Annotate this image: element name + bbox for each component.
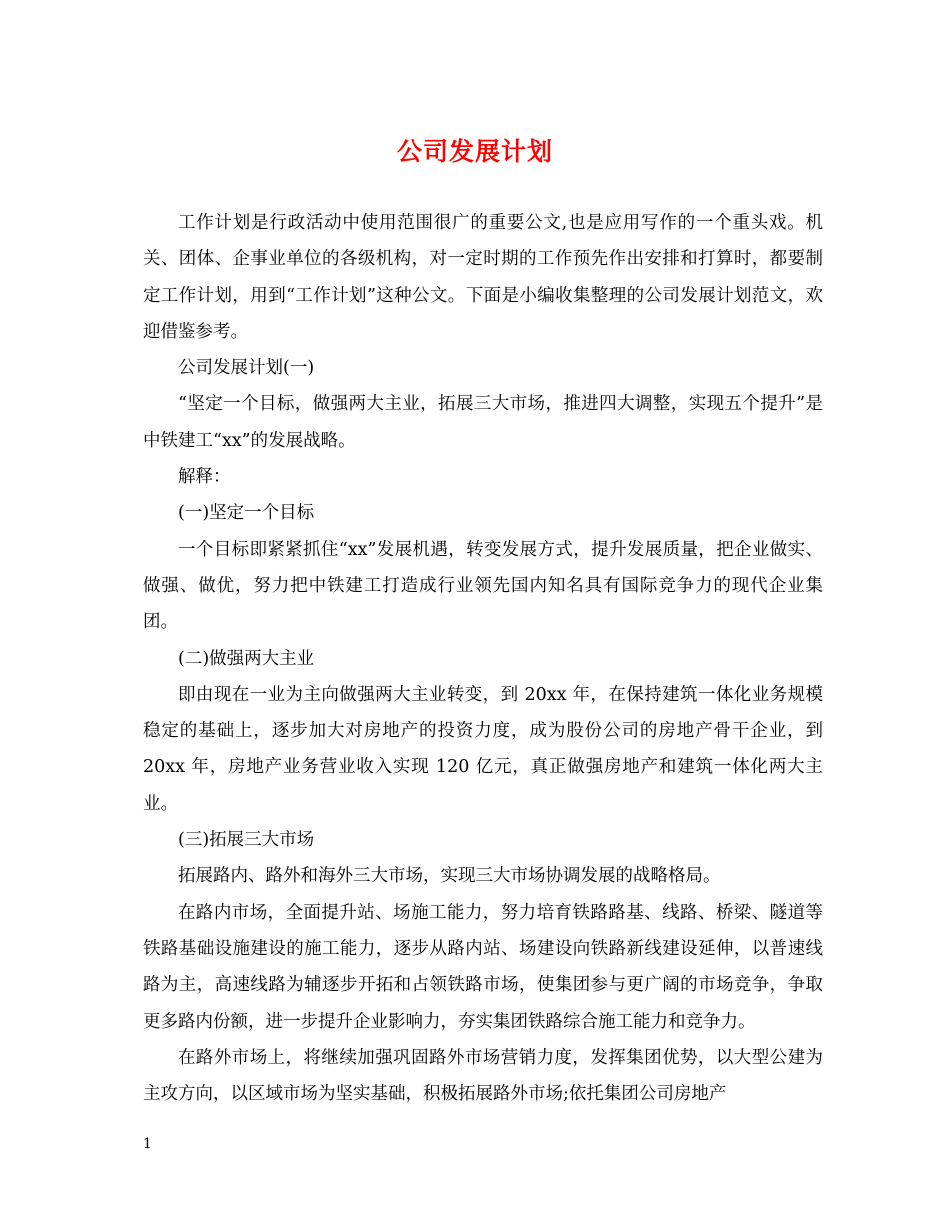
paragraph-railway-market: 在路内市场，全面提升站、场施工能力，努力培育铁路路基、线路、桥梁、隧道等铁路基础设施建设的施工能力，逐步从路内站、场建设向铁路新线建设延伸，以普速线路为主，高速线路为辅逐步开拓和占领铁路市场，使集团参与更广阔的市场竞争，争取更多路内份额，进一步提升企业影响力，夯实集团铁路综合施工能力和竞争力。 <box>143 902 823 1032</box>
paragraph-subheading-3: (三)拓展三大市场 <box>178 830 315 851</box>
paragraph-explanation-label: 解释： <box>178 467 231 488</box>
paragraph-subheading-1: (一)坚定一个目标 <box>178 503 315 524</box>
paragraph-intro: 工作计划是行政活动中使用范围很广的重要公文,也是应用写作的一个重头戏。机关、团体、企事业单位的各级机构，对一定时期的工作预先作出安排和打算时，都要制定工作计划，用到“工作计划”这种公文。下面是小编收集整理的公司发展计划范文，欢迎借鉴参考。 <box>143 213 823 342</box>
page-number: 1 <box>143 1136 152 1152</box>
paragraph-strategy: “坚定一个目标，做强两大主业，拓展三大市场，推进四大调整，实现五个提升”是中铁建工“xx”的发展战略。 <box>143 394 823 451</box>
paragraph-main-business: 即由现在一业为主向做强两大主业转变，到 20xx 年，在保持建筑一体化业务规模稳定的基础上，逐步加大对房地产的投资力度，成为股份公司的房地产骨干企业，到 20xx 年，房地产业务营业收入实现 120 亿元，真正做强房地产和建筑一体化两大主业。 <box>143 684 823 814</box>
paragraph-three-markets: 拓展路内、路外和海外三大市场，实现三大市场协调发展的战略格局。 <box>178 866 721 887</box>
paragraph-external-market: 在路外市场上，将继续加强巩固路外市场营销力度，发挥集团优势，以大型公建为主攻方向，以区域市场为坚实基础，积极拓展路外市场;依托集团公司房地产 <box>143 1047 823 1105</box>
document-body <box>143 205 823 1112</box>
paragraph-subheading-2: (二)做强两大主业 <box>178 648 315 669</box>
paragraph-goal: 一个目标即紧紧抓住“xx”发展机遇，转变发展方式，提升发展质量，把企业做实、做强、做优，努力把中铁建工打造成行业领先国内知名具有国际竞争力的现代企业集团。 <box>143 539 823 633</box>
document-title: 公司发展计划 <box>396 137 553 166</box>
paragraph-section-heading: 公司发展计划(一) <box>178 358 315 379</box>
